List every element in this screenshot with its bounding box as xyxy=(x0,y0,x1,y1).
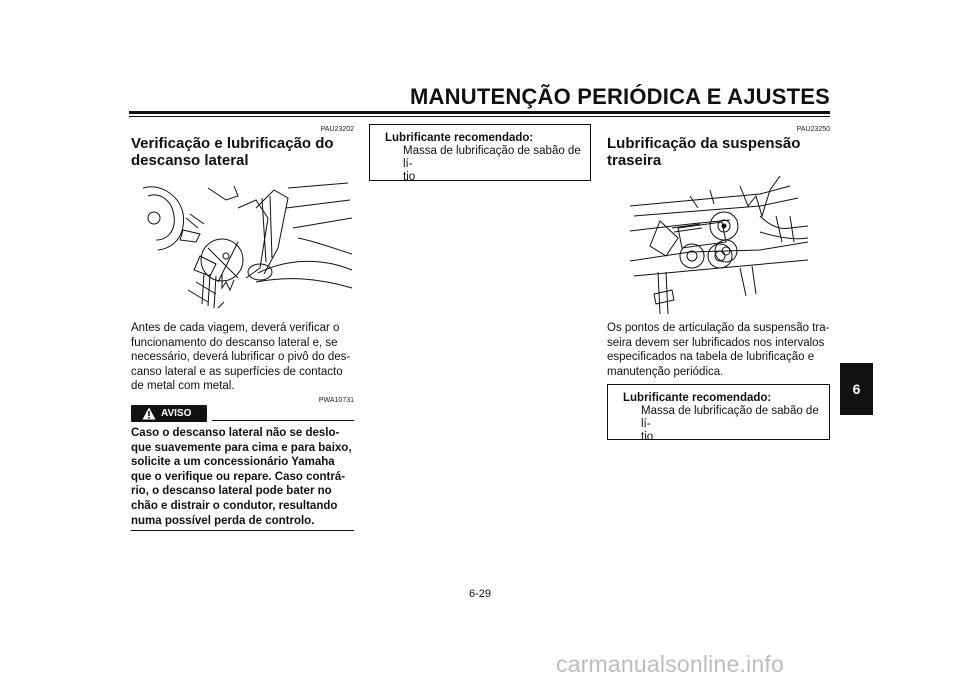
header-rule-thin xyxy=(129,116,830,117)
section-title-sidestand xyxy=(131,135,361,169)
lubricant-line: tio xyxy=(641,431,654,443)
section-code: PAU23250 xyxy=(796,126,830,133)
header-rule xyxy=(129,111,830,114)
warning-badge xyxy=(131,405,207,422)
lubricant-heading: Lubrificante recomendado: xyxy=(385,132,534,144)
sidestand-paragraph xyxy=(131,321,354,394)
paragraph-line: Os pontos de articulação da suspensão tra- xyxy=(607,322,830,334)
page-header-title: MANUTENÇÃO PERIÓDICA E AJUSTES xyxy=(410,84,830,109)
warning-top-rule xyxy=(212,420,354,421)
warning-line: rio, o descanso lateral pode bater no xyxy=(131,485,332,498)
section-title-line: Lubrificação da suspensão xyxy=(607,135,801,152)
lubricant-line: Massa de lubrificação de sabão de lí- xyxy=(641,405,819,430)
lubricant-heading: Lubrificante recomendado: xyxy=(623,392,772,404)
warning-line: Caso o descanso lateral não se deslo- xyxy=(131,427,340,439)
warning-code: PWA10731 xyxy=(318,397,354,404)
watermark: carmanualsonline.info xyxy=(556,651,784,677)
warning-text xyxy=(131,426,354,528)
warning-triangle-icon xyxy=(142,407,156,420)
warning-line: numa possível perda de controlo. xyxy=(131,514,315,527)
chapter-tab[interactable]: 6 xyxy=(840,363,873,415)
warning-line: solicite a um concessionário Yamaha xyxy=(131,456,335,469)
paragraph-line: canso lateral e as superfícies de contacto xyxy=(131,365,343,378)
page-number: 6-29 xyxy=(468,588,492,600)
section-code: PAU23202 xyxy=(320,126,354,133)
rear-suspension-illustration xyxy=(630,176,810,314)
warning-line: que o verifique ou repare. Caso contrá- xyxy=(131,470,346,483)
paragraph-line: Antes de cada viagem, deverá verificar o xyxy=(131,322,340,334)
section-title-line: Verificação e lubrificação do xyxy=(131,135,334,152)
warning-line: chão e distrair o condutor, resultando xyxy=(131,499,338,512)
lubricant-line: Massa de lubrificação de sabão de lí- xyxy=(403,145,581,170)
paragraph-line: manutenção periódica. xyxy=(607,365,724,378)
section-title-line: traseira xyxy=(607,152,662,169)
lubricant-line: tio xyxy=(403,171,416,183)
warning-line: que suavemente para cima e para baixo, xyxy=(131,441,352,454)
section-title-line: descanso lateral xyxy=(131,152,249,169)
lubricant-box-sidestand xyxy=(369,124,591,181)
paragraph-line: necessário, deverá lubrificar o pivô do des- xyxy=(131,351,351,364)
paragraph-line: especificados na tabela de lubrificação e xyxy=(607,351,815,364)
warning-label: AVISO xyxy=(161,408,192,419)
warning-bottom-rule xyxy=(131,530,354,531)
paragraph-line: seira devem ser lubrificados nos intervalos xyxy=(607,336,825,349)
section-title-rear-suspension xyxy=(607,135,837,169)
paragraph-line: de metal com metal. xyxy=(131,380,235,393)
sidestand-illustration xyxy=(138,178,356,312)
rear-suspension-paragraph xyxy=(607,321,830,379)
lubricant-box-rear-suspension xyxy=(607,384,830,443)
paragraph-line: funcionamento do descanso lateral e, se xyxy=(131,336,338,349)
